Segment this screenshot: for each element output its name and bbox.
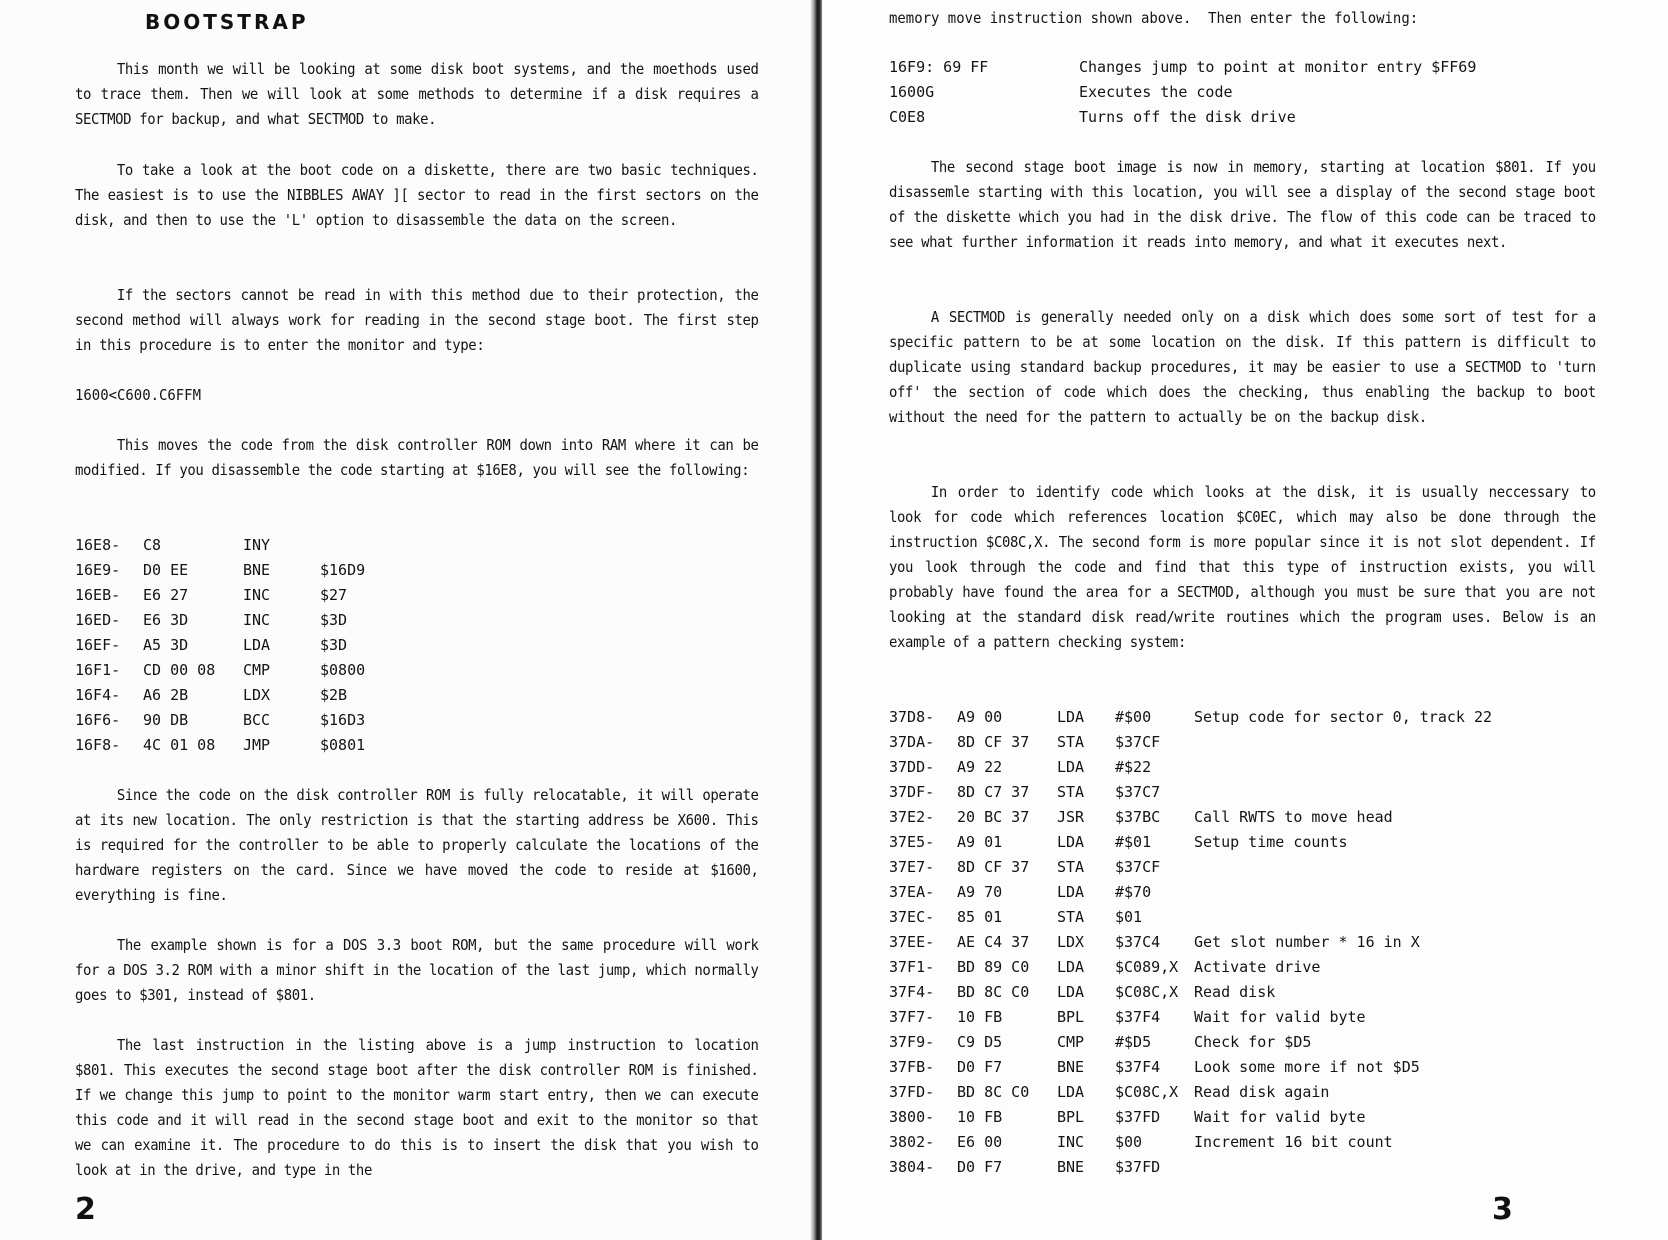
listing-op: LDA (243, 636, 271, 654)
listing-comment: Setup time counts (1194, 833, 1348, 851)
listing-cmd: C0E8 (889, 108, 926, 126)
listing-bytes: 85 01 (957, 908, 1003, 926)
listing-arg: $16D9 (320, 561, 366, 579)
listing-comment: Wait for valid byte (1194, 1108, 1366, 1126)
listing-addr: 16ED- (75, 611, 121, 629)
listing-arg: $37F4 (1115, 1008, 1161, 1026)
listing-addr: 37FB- (889, 1058, 935, 1076)
listing-op: INY (243, 536, 271, 554)
listing-row (889, 1155, 1649, 1180)
listing-arg: $27 (320, 586, 348, 604)
listing-arg: $C08C,X (1115, 983, 1179, 1001)
listing-addr: 16EF- (75, 636, 121, 654)
listing-addr: 37EE- (889, 933, 935, 951)
listing-arg: $2B (320, 686, 348, 704)
listing-addr: 37F9- (889, 1033, 935, 1051)
listing-row (75, 633, 475, 658)
listing-comment: Activate drive (1194, 958, 1321, 976)
listing-bytes: A9 00 (957, 708, 1003, 726)
listing-op: LDA (1057, 958, 1085, 976)
listing-row (889, 755, 1649, 780)
listing-op: INC (1057, 1133, 1085, 1151)
listing-row (75, 658, 475, 683)
paragraph-second-stage: The second stage boot image is now in memory, starting at location $801. If you disassemle starting with this location, you will see a display of the second stage boot of the diskette which you had in the disk drive. The flow of this code can be traced to see what further information it reads into memory, and what it executes next. (889, 158, 1596, 251)
listing-row (75, 558, 475, 583)
listing-addr: 16F4- (75, 686, 121, 704)
listing-addr: 16E8- (75, 536, 121, 554)
article-heading: BOOTSTRAP (145, 10, 309, 34)
listing-comment: Look some more if not $D5 (1194, 1058, 1420, 1076)
listing-op: LDX (243, 686, 271, 704)
listing-op: BNE (243, 561, 271, 579)
listing-arg: #$70 (1115, 883, 1152, 901)
listing-arg: $37CF (1115, 858, 1161, 876)
boot-rom-listing (75, 533, 475, 758)
paragraph-sectmod: A SECTMOD is generally needed only on a disk which does some sort of test for a specific pattern to be at some location on the disk. If this pattern is difficult to duplicate using standard backup procedures, it may be easier to use a SECTMOD to 'turn off' the section of code which does the checking, thus enabling the backup to boot without the need for the pattern to actually be on the backup disk. (889, 308, 1596, 426)
listing-addr: 37DD- (889, 758, 935, 776)
listing-cmd: 16F9: 69 FF (889, 58, 989, 76)
listing-row (889, 1130, 1649, 1155)
listing-row (75, 608, 475, 633)
listing-arg: $37C4 (1115, 933, 1161, 951)
listing-addr: 3804- (889, 1158, 935, 1176)
listing-op: JSR (1057, 808, 1085, 826)
listing-row (889, 955, 1649, 980)
paragraph-dos-example: The example shown is for a DOS 3.3 boot ROM, but the same procedure will work for a DOS 3.2 ROM with a minor shift in the location of the last jump, which normally goes to $301, instead of $801. (75, 936, 759, 1004)
listing-bytes: A6 2B (143, 686, 189, 704)
listing-row (889, 905, 1649, 930)
listing-op: STA (1057, 783, 1085, 801)
listing-bytes: A5 3D (143, 636, 189, 654)
listing-addr: 37F7- (889, 1008, 935, 1026)
listing-bytes: A9 01 (957, 833, 1003, 851)
listing-addr: 3800- (889, 1108, 935, 1126)
listing-op: BPL (1057, 1108, 1085, 1126)
listing-op: JMP (243, 736, 271, 754)
listing-arg: $0800 (320, 661, 366, 679)
listing-bytes: 20 BC 37 (957, 808, 1030, 826)
listing-row (889, 705, 1649, 730)
listing-op: LDA (1057, 708, 1085, 726)
listing-arg: $37C7 (1115, 783, 1161, 801)
listing-bytes: A9 22 (957, 758, 1003, 776)
listing-addr: 37E5- (889, 833, 935, 851)
listing-row (889, 1055, 1649, 1080)
listing-comment: Read disk again (1194, 1083, 1330, 1101)
listing-arg: $37CF (1115, 733, 1161, 751)
listing-comment: Get slot number * 16 in X (1194, 933, 1420, 951)
continuation-line: memory move instruction shown above. Then enter the following: (889, 9, 1419, 27)
listing-desc: Turns off the disk drive (1079, 108, 1296, 126)
listing-bytes: E6 3D (143, 611, 189, 629)
listing-op: LDA (1057, 1083, 1085, 1101)
listing-bytes: D0 EE (143, 561, 189, 579)
listing-arg: $37BC (1115, 808, 1161, 826)
listing-op: LDA (1057, 833, 1085, 851)
listing-bytes: D0 F7 (957, 1158, 1003, 1176)
listing-bytes: 8D C7 37 (957, 783, 1030, 801)
listing-bytes: A9 70 (957, 883, 1003, 901)
listing-op: LDA (1057, 883, 1085, 901)
listing-bytes: BD 89 C0 (957, 958, 1030, 976)
listing-addr: 3802- (889, 1133, 935, 1151)
monitor-command: 1600<C600.C6FFM (75, 386, 201, 404)
listing-bytes: 8D CF 37 (957, 733, 1030, 751)
listing-bytes: C8 (143, 536, 162, 554)
listing-bytes: 90 DB (143, 711, 189, 729)
listing-bytes: 8D CF 37 (957, 858, 1030, 876)
listing-op: BNE (1057, 1158, 1085, 1176)
listing-addr: 16F1- (75, 661, 121, 679)
listing-addr: 37DA- (889, 733, 935, 751)
listing-desc: Changes jump to point at monitor entry $FF69 (1079, 58, 1477, 76)
listing-comment: Call RWTS to move head (1194, 808, 1393, 826)
listing-bytes: 4C 01 08 (143, 736, 216, 754)
right-page (822, 0, 1668, 1240)
listing-comment: Increment 16 bit count (1194, 1133, 1393, 1151)
listing-row (889, 1080, 1649, 1105)
listing-addr: 37E7- (889, 858, 935, 876)
listing-row (889, 1030, 1649, 1055)
listing-addr: 37FD- (889, 1083, 935, 1101)
listing-op: INC (243, 611, 271, 629)
listing-row (75, 708, 475, 733)
listing-bytes: BD 8C C0 (957, 983, 1030, 1001)
paragraph-last-instruction: The last instruction in the listing above is a jump instruction to location $801. This executes the second stage boot after the disk controller ROM is finished. If we change this jump to point to the monitor warm start entry, then we can execute this code and it will read in the second stage boot and exit to the monitor so that we can examine it. The procedure to do this is to insert the disk that you wish to look at in the drive, and type in the (75, 1036, 759, 1179)
listing-arg: $16D3 (320, 711, 366, 729)
listing-row (889, 930, 1649, 955)
listing-op: LDA (1057, 758, 1085, 776)
listing-bytes: BD 8C C0 (957, 1083, 1030, 1101)
listing-bytes: 10 FB (957, 1108, 1003, 1126)
listing-op: LDA (1057, 983, 1085, 1001)
listing-addr: 37D8- (889, 708, 935, 726)
left-page (0, 0, 812, 1240)
listing-bytes: D0 F7 (957, 1058, 1003, 1076)
listing-op: BPL (1057, 1008, 1085, 1026)
listing-arg: #$00 (1115, 708, 1152, 726)
listing-addr: 37EC- (889, 908, 935, 926)
listing-row (75, 533, 475, 558)
listing-addr: 37E2- (889, 808, 935, 826)
listing-comment: Read disk (1194, 983, 1276, 1001)
listing-op: CMP (243, 661, 271, 679)
listing-row (889, 105, 1649, 130)
listing-row (889, 1005, 1649, 1030)
listing-comment: Wait for valid byte (1194, 1008, 1366, 1026)
listing-op: BCC (243, 711, 271, 729)
listing-bytes: AE C4 37 (957, 933, 1030, 951)
listing-arg: $0801 (320, 736, 366, 754)
listing-addr: 37DF- (889, 783, 935, 801)
listing-addr: 37F4- (889, 983, 935, 1001)
listing-addr: 16E9- (75, 561, 121, 579)
listing-row (75, 733, 475, 758)
listing-row (889, 880, 1649, 905)
listing-bytes: 10 FB (957, 1008, 1003, 1026)
paragraph-identify-code: In order to identify code which looks at the disk, it is usually neccessary to look for code which references location $C0EC, which may also be done through the instruction $C08C,X. The second form is more popular since it is not slot dependent. If you look through the code and find that this type of instruction exists, you will probably have found the area for a SECTMOD, although you must be sure that you are not looking at the standard disk read/write routines which the program uses. Below is an example of a pattern checking system: (889, 483, 1596, 651)
listing-row (75, 683, 475, 708)
paragraph-relocatable: Since the code on the disk controller ROM is fully relocatable, it will operate at its new location. The only restriction is that the starting address be X600. This is required for the controller to be able to properly calculate the locations of the hardware registers on the card. Since we have moved the code to reside at $1600, everything is fine. (75, 786, 759, 904)
pattern-check-listing (889, 705, 1649, 1180)
listing-arg: $C089,X (1115, 958, 1179, 976)
listing-arg: $C08C,X (1115, 1083, 1179, 1101)
listing-desc: Executes the code (1079, 83, 1233, 101)
listing-arg: $3D (320, 636, 348, 654)
paragraph-techniques: To take a look at the boot code on a diskette, there are two basic techniques. The easiest is to use the NIBBLES AWAY ][ sector to read in the first sectors on the disk, and then to use the 'L' option to disassemble the data on the screen. (75, 161, 759, 229)
listing-op: LDX (1057, 933, 1085, 951)
listing-addr: 37EA- (889, 883, 935, 901)
listing-row (889, 805, 1649, 830)
listing-row (75, 583, 475, 608)
listing-arg: $00 (1115, 1133, 1143, 1151)
listing-bytes: E6 27 (143, 586, 189, 604)
listing-row (889, 830, 1649, 855)
listing-addr: 37F1- (889, 958, 935, 976)
listing-row (889, 730, 1649, 755)
listing-op: STA (1057, 733, 1085, 751)
listing-row (889, 980, 1649, 1005)
listing-addr: 16EB- (75, 586, 121, 604)
listing-op: STA (1057, 858, 1085, 876)
listing-row (889, 780, 1649, 805)
listing-addr: 16F6- (75, 711, 121, 729)
listing-bytes: E6 00 (957, 1133, 1003, 1151)
paragraph-moves-code: This moves the code from the disk controller ROM down into RAM where it can be modified. If you disassemble the code starting at $16E8, you will see the following: (75, 436, 759, 479)
listing-arg: $37FD (1115, 1108, 1161, 1126)
listing-cmd: 1600G (889, 83, 935, 101)
listing-addr: 16F8- (75, 736, 121, 754)
listing-row (889, 55, 1649, 80)
listing-comment: Setup code for sector 0, track 22 (1194, 708, 1493, 726)
listing-arg: #$D5 (1115, 1033, 1152, 1051)
listing-bytes: CD 00 08 (143, 661, 216, 679)
listing-row (889, 1105, 1649, 1130)
paragraph-second-method: If the sectors cannot be read in with this method due to their protection, the second method will always work for reading in the second stage boot. The first step in this procedure is to enter the monitor and type: (75, 286, 759, 354)
listing-row (889, 80, 1649, 105)
listing-arg: $3D (320, 611, 348, 629)
listing-op: INC (243, 586, 271, 604)
listing-arg: #$22 (1115, 758, 1152, 776)
listing-op: BNE (1057, 1058, 1085, 1076)
monitor-steps (889, 55, 1649, 130)
listing-arg: $37FD (1115, 1158, 1161, 1176)
page-number-right: 3 (1492, 1192, 1513, 1227)
listing-op: STA (1057, 908, 1085, 926)
listing-op: CMP (1057, 1033, 1085, 1051)
listing-bytes: C9 D5 (957, 1033, 1003, 1051)
page-number-left: 2 (75, 1192, 96, 1227)
listing-arg: #$01 (1115, 833, 1152, 851)
listing-arg: $01 (1115, 908, 1143, 926)
listing-row (889, 855, 1649, 880)
listing-arg: $37F4 (1115, 1058, 1161, 1076)
paragraph-intro: This month we will be looking at some disk boot systems, and the moethods used to trace them. Then we will look at some methods to determine if a disk requires a SECTMOD for backup, and what SECTMOD to make. (75, 60, 759, 128)
listing-comment: Check for $D5 (1194, 1033, 1312, 1051)
